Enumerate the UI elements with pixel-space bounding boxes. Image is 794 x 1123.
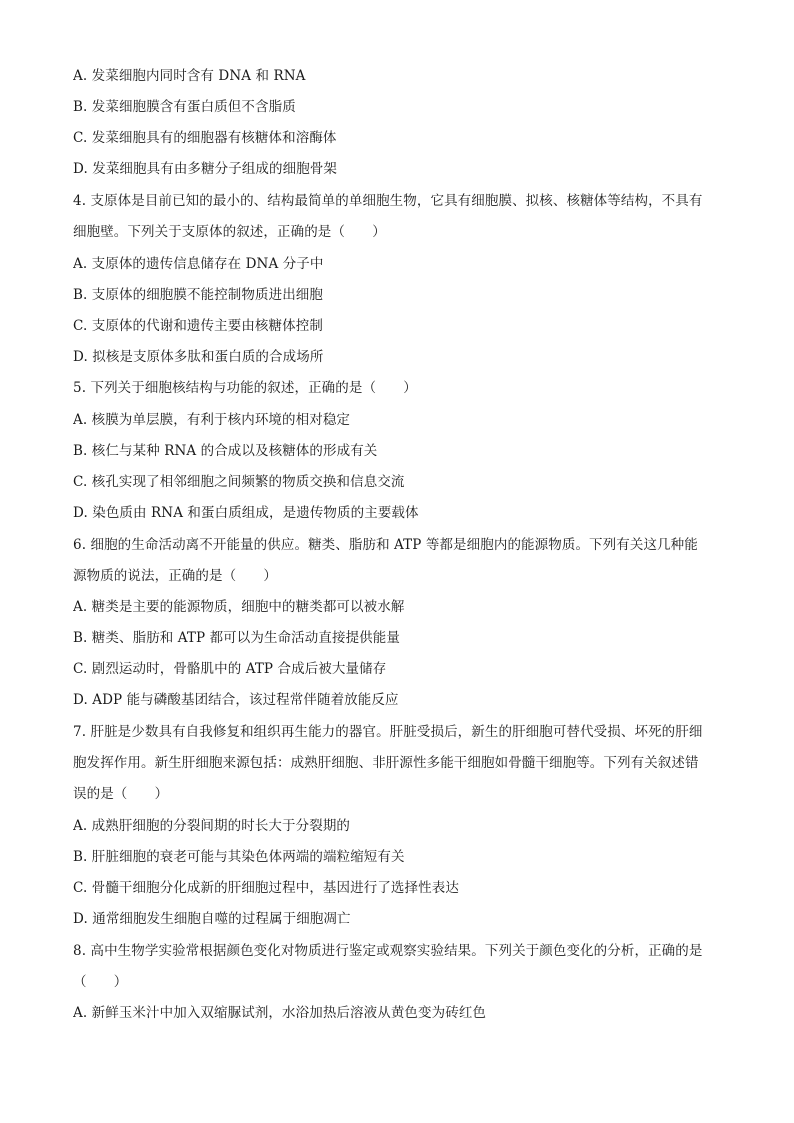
q6-stem-line2: 源物质的说法，正确的是（ ） <box>73 568 277 584</box>
q7-option-c: C. 骨髓干细胞分化成新的肝细胞过程中，基因进行了选择性表达 <box>73 880 459 896</box>
q4-option-b: B. 支原体的细胞膜不能控制物质进出细胞 <box>73 287 324 303</box>
q7-stem-line3: 误的是（ ） <box>73 786 169 802</box>
q6-option-b: B. 糖类、脂肪和 ATP 都可以为生命活动直接提供能量 <box>73 630 400 646</box>
q7-stem-line1: 7. 肝脏是少数具有自我修复和组织再生能力的器官。肝脏受损后，新生的肝细胞可替代受损、坏死的肝细 <box>73 724 703 740</box>
q5-option-a: A. 核膜为单层膜，有利于核内环境的相对稳定 <box>73 412 351 428</box>
q7-stem-line2: 胞发挥作用。新生肝细胞来源包括：成熟肝细胞、非肝源性多能干细胞如骨髓干细胞等。下列有关叙述错 <box>73 755 699 771</box>
q6-option-a: A. 糖类是主要的能源物质，细胞中的糖类都可以被水解 <box>73 599 405 615</box>
q6-stem-line1: 6. 细胞的生命活动离不开能量的供应。糖类、脂肪和 ATP 等都是细胞内的能源物质。下列有关这几种能 <box>73 537 698 553</box>
q4-option-a: A. 支原体的遗传信息储存在 DNA 分子中 <box>73 256 324 272</box>
q3-option-c: C. 发菜细胞具有的细胞器有核糖体和溶酶体 <box>73 130 337 146</box>
q3-option-a: A. 发菜细胞内同时含有 DNA 和 RNA <box>73 68 306 84</box>
q4-option-c: C. 支原体的代谢和遗传主要由核糖体控制 <box>73 318 323 334</box>
q5-option-b: B. 核仁与某种 RNA 的合成以及核糖体的形成有关 <box>73 443 378 459</box>
q5-stem: 5. 下列关于细胞核结构与功能的叙述，正确的是（ ） <box>73 380 417 396</box>
q8-stem-line1: 8. 高中生物学实验常根据颜色变化对物质进行鉴定或观察实验结果。下列关于颜色变化的分析，正确的是 <box>73 943 703 959</box>
q4-stem-line1: 4. 支原体是目前已知的最小的、结构最简单的单细胞生物，它具有细胞膜、拟核、核糖体等结构，不具有 <box>73 193 703 209</box>
q7-option-a: A. 成熟肝细胞的分裂间期的时长大于分裂期的 <box>73 818 351 834</box>
q6-option-d: D. ADP 能与磷酸基团结合，该过程常伴随着放能反应 <box>73 692 399 708</box>
q6-option-c: C. 剧烈运动时，骨骼肌中的 ATP 合成后被大量储存 <box>73 661 387 677</box>
q4-stem-line2: 细胞壁。下列关于支原体的叙述，正确的是（ ） <box>73 224 386 240</box>
q5-option-c: C. 核孔实现了相邻细胞之间频繁的物质交换和信息交流 <box>73 474 405 490</box>
q5-option-d: D. 染色质由 RNA 和蛋白质组成，是遗传物质的主要载体 <box>73 505 419 521</box>
q8-stem-line2: （ ） <box>73 974 128 990</box>
q4-option-d: D. 拟核是支原体多肽和蛋白质的合成场所 <box>73 349 324 365</box>
q3-option-d: D. 发菜细胞具有由多糖分子组成的细胞骨架 <box>73 161 338 177</box>
q3-option-b: B. 发菜细胞膜含有蛋白质但不含脂质 <box>73 99 296 115</box>
q7-option-d: D. 通常细胞发生细胞自噬的过程属于细胞凋亡 <box>73 911 351 927</box>
q7-option-b: B. 肝脏细胞的衰老可能与其染色体两端的端粒缩短有关 <box>73 849 405 865</box>
q8-option-a: A. 新鲜玉米汁中加入双缩脲试剂，水浴加热后溶液从黄色变为砖红色 <box>73 1005 487 1021</box>
